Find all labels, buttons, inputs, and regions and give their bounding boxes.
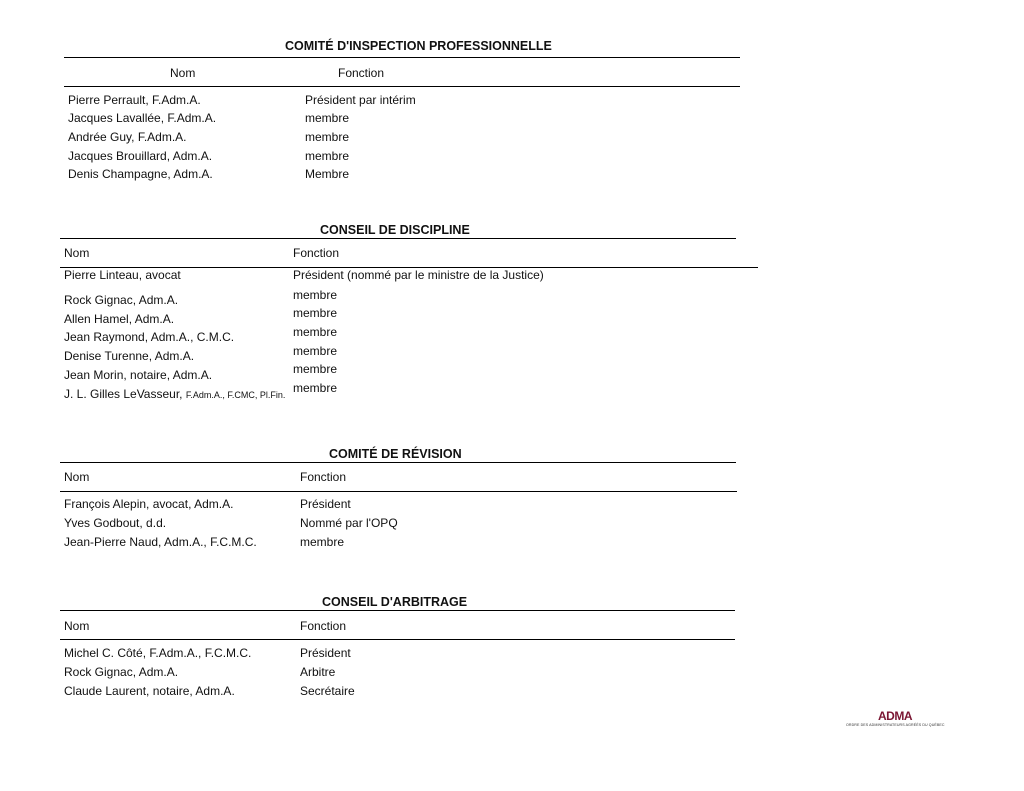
adma-logo — [846, 709, 950, 731]
member-role: membre — [305, 130, 350, 144]
member-role: membre — [300, 535, 345, 549]
member-role: Président (nommé par le ministre de la Justice) — [293, 268, 544, 282]
member-name: Pierre Perrault, F.Adm.A. — [68, 93, 201, 107]
logo-wordmark: ADMA — [878, 709, 912, 723]
member-role: Nommé par l'OPQ — [300, 516, 398, 530]
column-header-nom: Nom — [64, 470, 90, 484]
divider — [60, 462, 736, 463]
member-role: Président — [300, 646, 351, 660]
member-role: membre — [293, 362, 338, 376]
member-name: Rock Gignac, Adm.A. — [64, 665, 179, 679]
divider — [60, 639, 735, 640]
member-name: Jean Raymond, Adm.A., C.M.C. — [64, 330, 235, 344]
divider — [64, 57, 740, 58]
section-title: COMITÉ DE RÉVISION — [329, 447, 462, 461]
member-name: Michel C. Côté, F.Adm.A., F.C.M.C. — [64, 646, 252, 660]
member-role: membre — [305, 149, 350, 163]
member-role: membre — [293, 288, 338, 302]
member-role: membre — [293, 306, 338, 320]
column-header-fonction: Fonction — [300, 470, 347, 484]
member-name: Andrée Guy, F.Adm.A. — [68, 130, 187, 144]
member-role: Arbitre — [300, 665, 336, 679]
column-header-nom: Nom — [64, 246, 90, 260]
member-role: membre — [293, 325, 338, 339]
member-role: membre — [293, 381, 338, 395]
member-role: Président par intérim — [305, 93, 416, 107]
member-credentials: F.Adm.A., F.CMC, Pl.Fin. — [185, 390, 286, 400]
column-header-fonction: Fonction — [338, 66, 385, 80]
member-name-main: J. L. Gilles LeVasseur, — [64, 387, 183, 401]
member-role: Secrétaire — [300, 684, 355, 698]
member-role: Membre — [305, 167, 350, 181]
member-name: Jacques Brouillard, Adm.A. — [68, 149, 213, 163]
member-name: Jacques Lavallée, F.Adm.A. — [68, 111, 217, 125]
member-name — [64, 387, 285, 401]
member-name: Allen Hamel, Adm.A. — [64, 312, 175, 326]
divider — [60, 491, 737, 492]
member-role: Président — [300, 497, 351, 511]
column-header-nom: Nom — [64, 619, 90, 633]
member-role: membre — [293, 344, 338, 358]
member-name: François Alepin, avocat, Adm.A. — [64, 497, 234, 511]
divider — [60, 238, 736, 239]
divider — [64, 86, 740, 87]
logo-tagline: ORDRE DES ADMINISTRATEURS AGRÉÉS DU QUÉBEC — [846, 723, 945, 727]
member-role: membre — [305, 111, 350, 125]
column-header-nom: Nom — [170, 66, 196, 80]
divider — [60, 610, 735, 611]
member-name: Denise Turenne, Adm.A. — [64, 349, 195, 363]
member-name: Rock Gignac, Adm.A. — [64, 293, 179, 307]
member-name: Jean-Pierre Naud, Adm.A., F.C.M.C. — [64, 535, 257, 549]
section-title: CONSEIL DE DISCIPLINE — [320, 223, 470, 237]
column-header-fonction: Fonction — [293, 246, 340, 260]
member-name: Pierre Linteau, avocat — [64, 268, 181, 282]
member-name: Yves Godbout, d.d. — [64, 516, 167, 530]
member-name: Claude Laurent, notaire, Adm.A. — [64, 684, 235, 698]
section-title: COMITÉ D'INSPECTION PROFESSIONNELLE — [285, 39, 552, 53]
column-header-fonction: Fonction — [300, 619, 347, 633]
section-title: CONSEIL D'ARBITRAGE — [322, 595, 468, 609]
member-name: Jean Morin, notaire, Adm.A. — [64, 368, 213, 382]
member-name: Denis Champagne, Adm.A. — [68, 167, 213, 181]
